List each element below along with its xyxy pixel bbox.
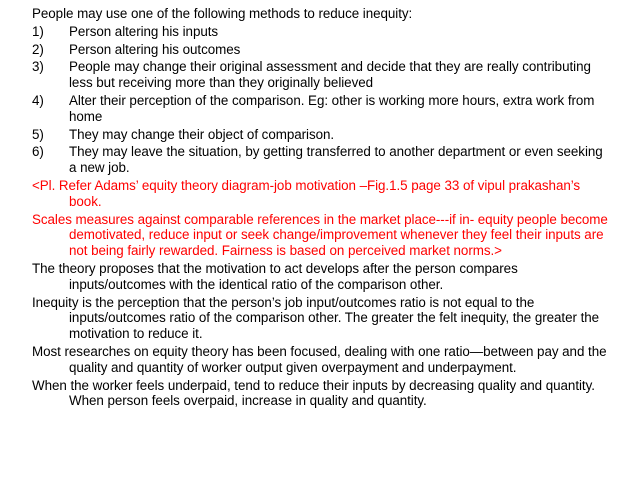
list-item-text: Alter their perception of the comparison. Eg: other is working more hours, extra work from home	[69, 92, 595, 124]
inequity-paragraph: Inequity is the perception that the person’s job input/outcomes ratio is not equal to the inputs/outcomes ratio of the comparison other. The greater the felt inequity, the greater the motivation to reduce it.	[32, 294, 600, 342]
list-item-number: 4)	[32, 92, 44, 108]
reference-note: <Pl. Refer Adams’ equity theory diagram-job motivation –Fig.1.5 page 33 of vipul prakashan’s book.	[32, 177, 581, 209]
list-item-text: They may change their object of comparison.	[69, 126, 335, 142]
list-item	[32, 42, 608, 58]
scales-note: Scales measures against comparable references in the market place---if in- equity people become demotivated, reduce input or seek change/improvement whenever they feel their inputs are not being fairly rewarded. Fairness is based on perceived market norms.>	[32, 211, 608, 259]
list-item	[32, 144, 608, 176]
list-item	[32, 127, 608, 143]
slide-body	[32, 6, 608, 411]
list-item	[32, 93, 608, 125]
list-item-text: They may leave the situation, by getting transferred to another department or even seeking a new job.	[69, 144, 603, 176]
list-item	[32, 24, 608, 40]
research-paragraph: Most researches on equity theory has been focused, dealing with one ratio—between pay and the quality and quantity of worker output given overpayment and underpayment.	[32, 343, 607, 375]
list-item-number: 6)	[32, 144, 44, 160]
underpaid-paragraph: When the worker feels underpaid, tend to reduce their inputs by decreasing quality and quantity. When person feels overpaid, increase in quality and quantity.	[32, 377, 595, 409]
list-item-text: Person altering his inputs	[69, 23, 219, 39]
list-item-number: 2)	[32, 41, 44, 57]
list-item-number: 1)	[32, 23, 44, 39]
list-item-text: People may change their original assessment and decide that they are really contributing less but receiving more than they originally believed	[69, 59, 591, 91]
list-item-number: 3)	[32, 59, 44, 75]
theory-paragraph: The theory proposes that the motivation to act develops after the person compares inputs/outcomes with the identical ratio of the comparison other.	[32, 260, 518, 292]
list-item-number: 5)	[32, 126, 44, 142]
methods-list	[32, 24, 608, 176]
intro-text: People may use one of the following methods to reduce inequity:	[32, 6, 413, 21]
list-item	[32, 59, 608, 91]
list-item-text: Person altering his outcomes	[69, 41, 241, 57]
